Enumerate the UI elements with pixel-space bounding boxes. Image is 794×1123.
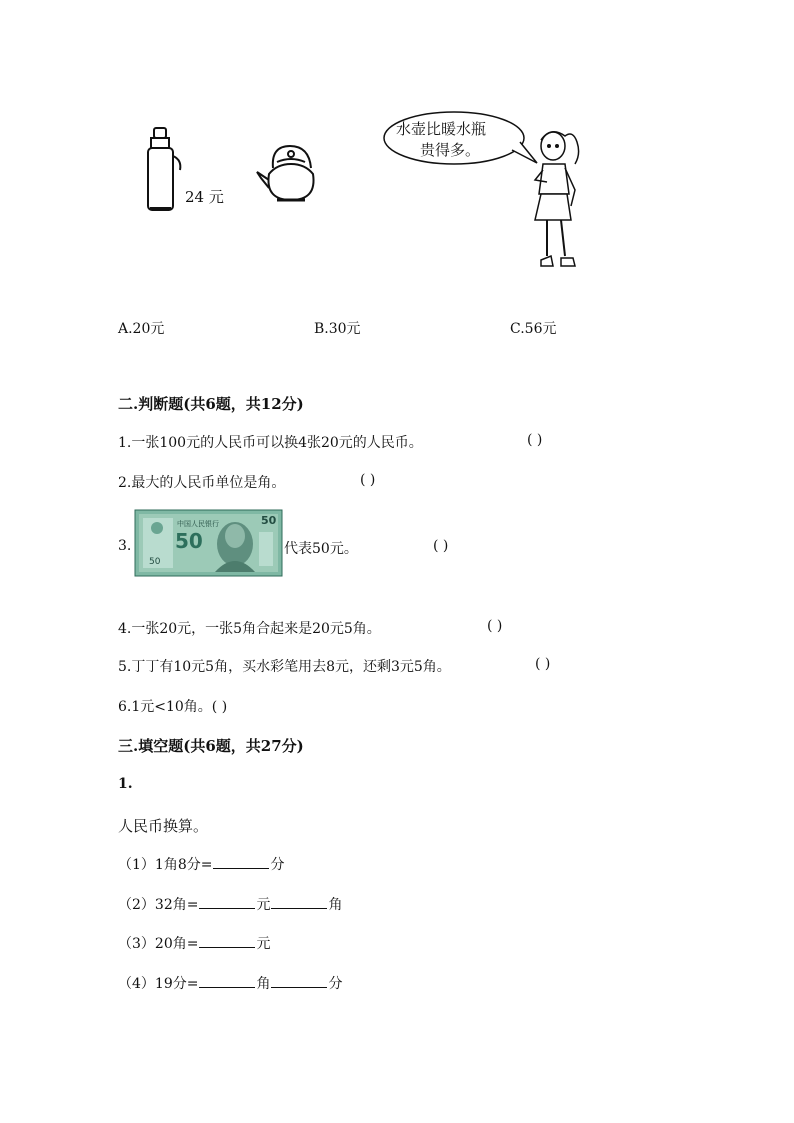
conversion-unit: 分 bbox=[328, 976, 343, 992]
thermos-flask-icon bbox=[140, 126, 190, 216]
conversion-item-label: （3）20角= bbox=[118, 936, 199, 952]
conversion-item-2 bbox=[118, 894, 342, 914]
conversion-item-1 bbox=[118, 854, 284, 874]
svg-text:中国人民银行: 中国人民银行 bbox=[177, 520, 219, 528]
judge-question-2: 2.最大的人民币单位是角。 bbox=[118, 475, 286, 491]
judge-answer-5: ( ) bbox=[535, 656, 551, 672]
answer-blank[interactable] bbox=[213, 854, 269, 869]
judge-question-3-number: 3. bbox=[118, 538, 132, 554]
answer-blank[interactable] bbox=[271, 973, 327, 988]
fifty-yuan-banknote-image bbox=[135, 510, 282, 576]
conversion-item-label: （1）1角8分= bbox=[118, 857, 213, 873]
speech-bubble-line2: 贵得多。 bbox=[420, 141, 481, 159]
girl-figure-icon bbox=[525, 124, 595, 274]
choice-b: B.30元 bbox=[314, 321, 361, 337]
judge-question-5: 5.丁丁有10元5角，买水彩笔用去8元，还剩3元5角。 bbox=[118, 659, 451, 675]
answer-blank[interactable] bbox=[199, 933, 255, 948]
kettle-icon bbox=[255, 140, 325, 206]
choice-a: A.20元 bbox=[118, 321, 165, 337]
svg-text:50: 50 bbox=[149, 557, 161, 567]
svg-text:50: 50 bbox=[175, 529, 203, 553]
conversion-item-label: （2）32角= bbox=[118, 897, 199, 913]
svg-text:50: 50 bbox=[261, 514, 277, 527]
flask-price: 24 元 bbox=[185, 188, 224, 206]
judge-answer-4: ( ) bbox=[487, 618, 503, 634]
conversion-item-3 bbox=[118, 933, 270, 953]
section2-title: 二.判断题(共6题，共12分) bbox=[118, 395, 304, 413]
judge-question-4: 4.一张20元，一张5角合起来是20元5角。 bbox=[118, 621, 381, 637]
judge-answer-1: ( ) bbox=[527, 432, 543, 448]
conversion-item-4 bbox=[118, 973, 342, 993]
conversion-unit: 元 bbox=[256, 936, 271, 952]
speech-bubble-line1: 水壶比暖水瓶 bbox=[396, 120, 487, 138]
conversion-unit: 分 bbox=[270, 857, 285, 873]
conversion-unit: 元 bbox=[256, 897, 271, 913]
judge-question-6: 6.1元<10角。( ) bbox=[118, 699, 228, 715]
section3-title: 三.填空题(共6题，共27分) bbox=[118, 737, 304, 755]
answer-blank[interactable] bbox=[199, 973, 255, 988]
judge-answer-3: ( ) bbox=[433, 538, 449, 554]
choice-c: C.56元 bbox=[510, 321, 557, 337]
judge-question-3-text: 代表50元。 bbox=[284, 541, 358, 557]
judge-question-1: 1.一张100元的人民币可以换4张20元的人民币。 bbox=[118, 435, 423, 451]
answer-blank[interactable] bbox=[271, 894, 327, 909]
fill-question-1-intro: 人民币换算。 bbox=[118, 817, 209, 835]
answer-blank[interactable] bbox=[199, 894, 255, 909]
conversion-unit: 角 bbox=[328, 897, 343, 913]
fill-question-1-number: 1. bbox=[118, 776, 133, 792]
conversion-unit: 角 bbox=[256, 976, 271, 992]
conversion-item-label: （4）19分= bbox=[118, 976, 199, 992]
judge-answer-2: ( ) bbox=[360, 472, 376, 488]
